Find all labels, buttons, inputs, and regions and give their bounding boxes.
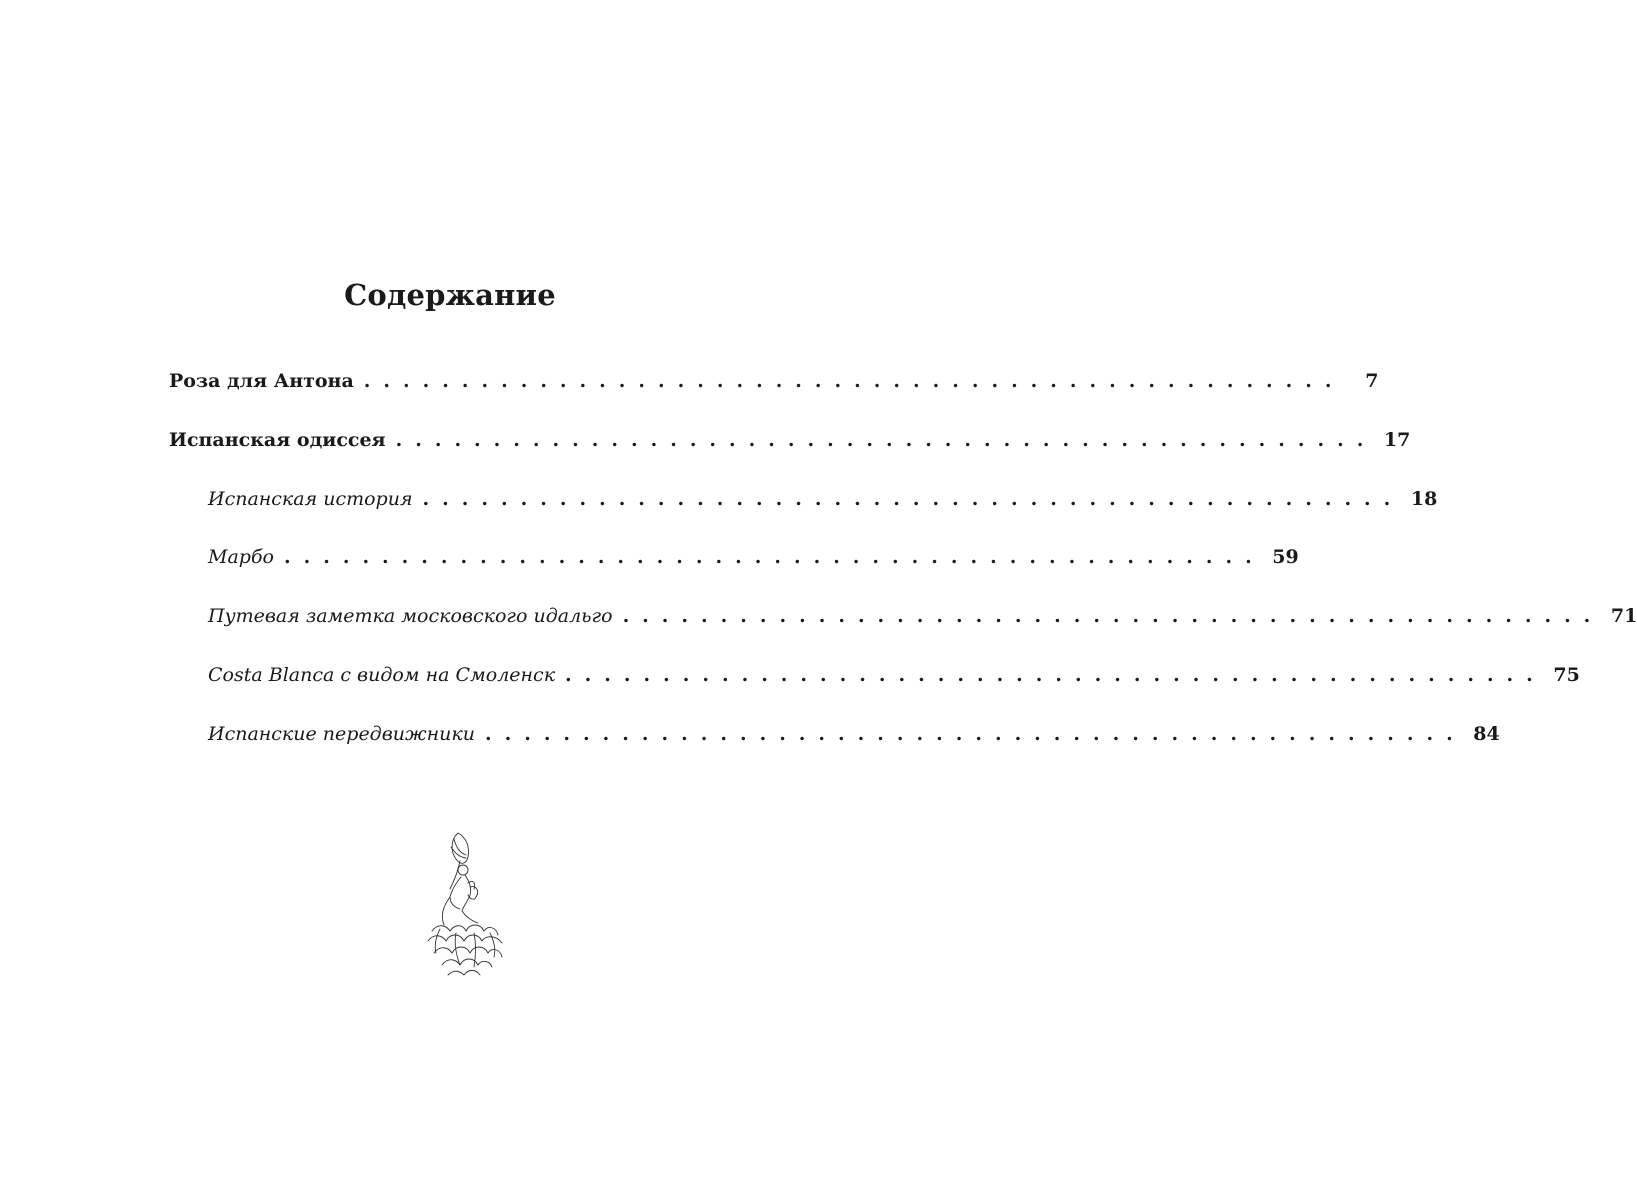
dot-leader: .................................................. [363,370,1345,392]
toc-entry-page: 71 [1610,605,1637,628]
toc-entry-title: Испанская одиссея [169,428,386,451]
toc-entry-page: 59 [1272,546,1299,569]
page-title: Содержание [344,278,556,312]
toc-entry[interactable] [169,370,1379,429]
toc-subentry[interactable] [169,546,1299,605]
toc-entry-page: 17 [1383,428,1411,451]
toc-entry-page: 75 [1553,663,1580,686]
toc-subentry[interactable] [169,663,1580,723]
toc-subentry[interactable] [169,722,1500,782]
toc-entry-title: Марбо [208,546,274,569]
table-of-contents [169,370,1637,782]
dot-leader: .................................................. [395,428,1377,451]
toc-entry[interactable] [169,428,1411,488]
dot-leader: .................................................. [422,487,1404,510]
toc-entry-page: 18 [1410,487,1438,510]
toc-subentry[interactable] [169,487,1438,547]
toc-entry-title: Роза для Антона [169,370,354,392]
flamenco-dancer-icon [420,825,510,980]
toc-entry-title: Путевая заметка московского идальго [208,605,613,628]
toc-entry-page: 84 [1473,722,1500,745]
toc-entry-title: Испанские передвижники [208,722,475,745]
dot-leader: .................................................. [283,546,1265,569]
toc-entry-page: 7 [1365,370,1379,392]
toc-subentry[interactable] [169,605,1637,664]
dot-leader: .................................................. [484,722,1466,745]
dot-leader: .................................................. [622,605,1604,628]
toc-entry-title: Испанская история [208,487,413,510]
toc-entry-title: Costa Blanca с видом на Смоленск [208,663,556,686]
dot-leader: .................................................. [565,663,1546,686]
